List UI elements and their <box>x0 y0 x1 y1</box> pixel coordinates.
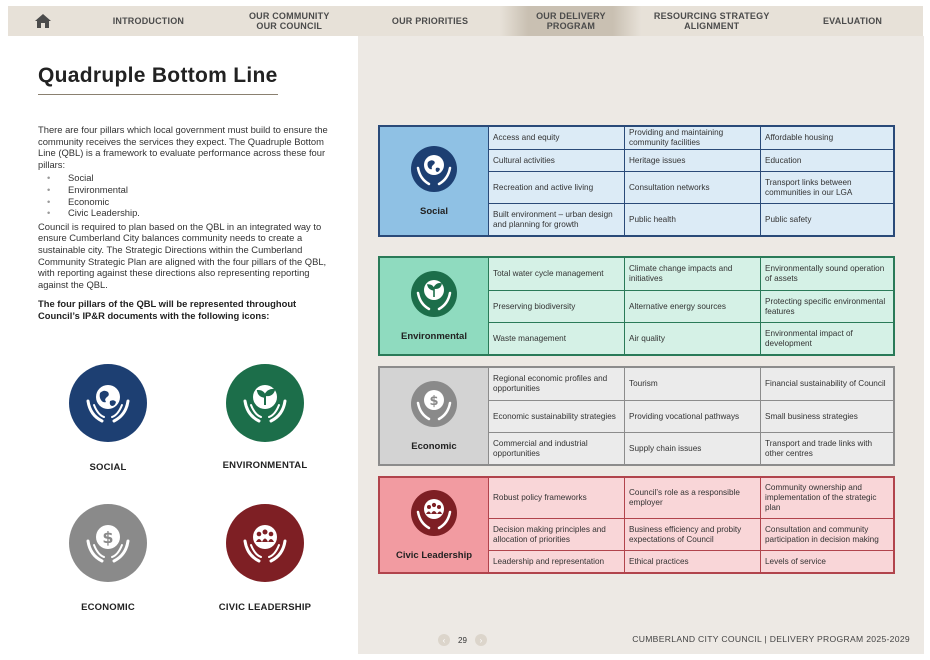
nav-our-community[interactable] <box>219 6 360 36</box>
table-cell: Economic sustainability strategies <box>488 400 624 432</box>
table-cell: Tourism <box>624 368 760 400</box>
footer-org-label: CUMBERLAND CITY COUNCIL | DELIVERY PROGRAM 2025-2029 <box>632 634 910 644</box>
social-icon-card <box>48 364 168 473</box>
pillar-grid <box>488 478 893 572</box>
icon-label: ECONOMIC <box>81 602 135 613</box>
people-hands-icon <box>411 490 457 536</box>
dollar-hands-icon <box>411 381 457 427</box>
dollar-hands-icon <box>69 504 147 582</box>
pillar-environmental <box>378 256 895 356</box>
table-cell: Council’s role as a responsible employer <box>624 478 760 518</box>
prev-page-button[interactable] <box>438 634 450 646</box>
table-cell: Cultural activities <box>488 149 624 171</box>
table-cell: Air quality <box>624 322 760 354</box>
table-cell: Environmentally sound operation of assets <box>760 258 893 290</box>
table-cell: Transport and trade links with other centres <box>760 432 893 464</box>
nav-label: INTRODUCTION <box>112 16 185 26</box>
pillar-name: Social <box>420 205 448 217</box>
nav-home-button[interactable] <box>8 6 78 36</box>
top-navigation <box>8 6 923 36</box>
right-page <box>358 36 924 654</box>
table-cell: Business efficiency and probity expectations of Council <box>624 518 760 550</box>
table-cell: Preserving biodiversity <box>488 290 624 322</box>
list-item: • Social <box>38 172 338 184</box>
pillar-grid <box>488 258 893 354</box>
table-cell: Small business strategies <box>760 400 893 432</box>
icons-note: The four pillars of the QBL will be represented throughout Council’s IP&R documents with the following icons: <box>38 298 297 321</box>
nav-evaluation[interactable] <box>782 6 923 36</box>
table-cell: Alternative energy sources <box>624 290 760 322</box>
plant-hands-icon <box>226 364 304 442</box>
page-navigation <box>438 634 487 646</box>
list-item: • Economic <box>38 196 338 208</box>
plant-hands-icon <box>411 271 457 317</box>
nav-delivery-program[interactable] <box>500 6 641 36</box>
table-cell: Regional economic profiles and opportunities <box>488 368 624 400</box>
people-hands-icon <box>226 504 304 582</box>
table-cell: Total water cycle management <box>488 258 624 290</box>
pillar-header <box>380 127 488 235</box>
integration-paragraph: Council is required to plan based on the QBL in an integrated way to ensure Cumberland City balances community needs to create a sustainable city. The Strategic Directions within the Cumberland Community Strategic Plan are aligned with the four pillars of the QBL, with reporting against these directions also representing reporting against the QBL. <box>38 220 327 290</box>
table-cell: Public health <box>624 203 760 235</box>
table-cell: Waste management <box>488 322 624 354</box>
nav-label: OUR DELIVERY PROGRAM <box>536 11 606 31</box>
next-page-button[interactable] <box>475 634 487 646</box>
environmental-icon-card <box>205 364 325 471</box>
table-cell: Consultation networks <box>624 171 760 203</box>
nav-label: OUR COMMUNITY OUR COUNCIL <box>248 11 330 31</box>
table-cell: Consultation and community participation in decision making <box>760 518 893 550</box>
table-cell: Providing and maintaining community facilities <box>624 127 760 149</box>
economic-icon-card <box>48 504 168 613</box>
pillar-header <box>380 478 488 572</box>
table-cell: Protecting specific environmental features <box>760 290 893 322</box>
svg-text:$: $ <box>429 393 439 409</box>
nav-our-priorities[interactable] <box>360 6 501 36</box>
pillar-grid <box>488 127 893 235</box>
table-cell: Ethical practices <box>624 550 760 572</box>
list-item: • Civic Leadership. <box>38 207 338 219</box>
table-cell: Commercial and industrial opportunities <box>488 432 624 464</box>
title-underline <box>38 94 278 95</box>
home-icon <box>34 13 52 29</box>
table-cell: Recreation and active living <box>488 171 624 203</box>
civic-leadership-icon-card <box>205 504 325 613</box>
icon-label: ENVIRONMENTAL <box>222 460 308 471</box>
chevron-left-icon: ‹ <box>442 635 446 645</box>
list-item: • Environmental <box>38 184 338 196</box>
pillar-name: Civic Leadership <box>395 549 473 561</box>
table-cell: Levels of service <box>760 550 893 572</box>
nav-label: RESOURCING STRATEGY ALIGNMENT <box>653 11 770 31</box>
table-cell: Leadership and representation <box>488 550 624 572</box>
table-cell: Heritage issues <box>624 149 760 171</box>
table-cell: Transport links between communities in our LGA <box>760 171 893 203</box>
nav-resourcing-strategy[interactable] <box>641 6 782 36</box>
body-text <box>38 124 338 322</box>
table-cell: Robust policy frameworks <box>488 478 624 518</box>
svg-text:$: $ <box>102 528 114 547</box>
pillar-economic <box>378 366 895 466</box>
nav-label: EVALUATION <box>822 16 883 26</box>
globe-hands-icon <box>411 146 457 192</box>
table-cell: Environmental impact of development <box>760 322 893 354</box>
pillar-civic-leadership <box>378 476 895 574</box>
icon-label: CIVIC LEADERSHIP <box>218 602 312 613</box>
intro-paragraph: There are four pillars which local government must build to ensure the community receives the services they expect. The Quadruple Bottom Line (QBL) is a framework to evaluate performance across these four pillars: <box>38 124 328 170</box>
icon-label: SOCIAL <box>89 462 127 473</box>
table-cell: Community ownership and implementation of the strategic plan <box>760 478 893 518</box>
left-page <box>8 36 358 654</box>
table-cell: Supply chain issues <box>624 432 760 464</box>
nav-label: OUR PRIORITIES <box>391 16 469 26</box>
pillar-name: Economic <box>411 440 457 452</box>
pillar-header <box>380 368 488 464</box>
pillar-header <box>380 258 488 354</box>
table-cell: Public safety <box>760 203 893 235</box>
table-cell: Access and equity <box>488 127 624 149</box>
pillar-social <box>378 125 895 237</box>
chevron-right-icon: › <box>479 635 483 645</box>
table-cell: Decision making principles and allocation of priorities <box>488 518 624 550</box>
table-cell: Providing vocational pathways <box>624 400 760 432</box>
table-cell: Education <box>760 149 893 171</box>
pillar-name: Environmental <box>401 330 467 342</box>
globe-hands-icon <box>69 364 147 442</box>
table-cell: Climate change impacts and initiatives <box>624 258 760 290</box>
page-title: Quadruple Bottom Line <box>38 64 278 87</box>
table-cell: Financial sustainability of Council <box>760 368 893 400</box>
table-cell: Built environment – urban design and planning for growth <box>488 203 624 235</box>
nav-introduction[interactable] <box>78 6 219 36</box>
page-number: 29 <box>458 635 467 645</box>
pillar-list <box>38 172 338 218</box>
pillar-grid <box>488 368 893 464</box>
table-cell: Affordable housing <box>760 127 893 149</box>
